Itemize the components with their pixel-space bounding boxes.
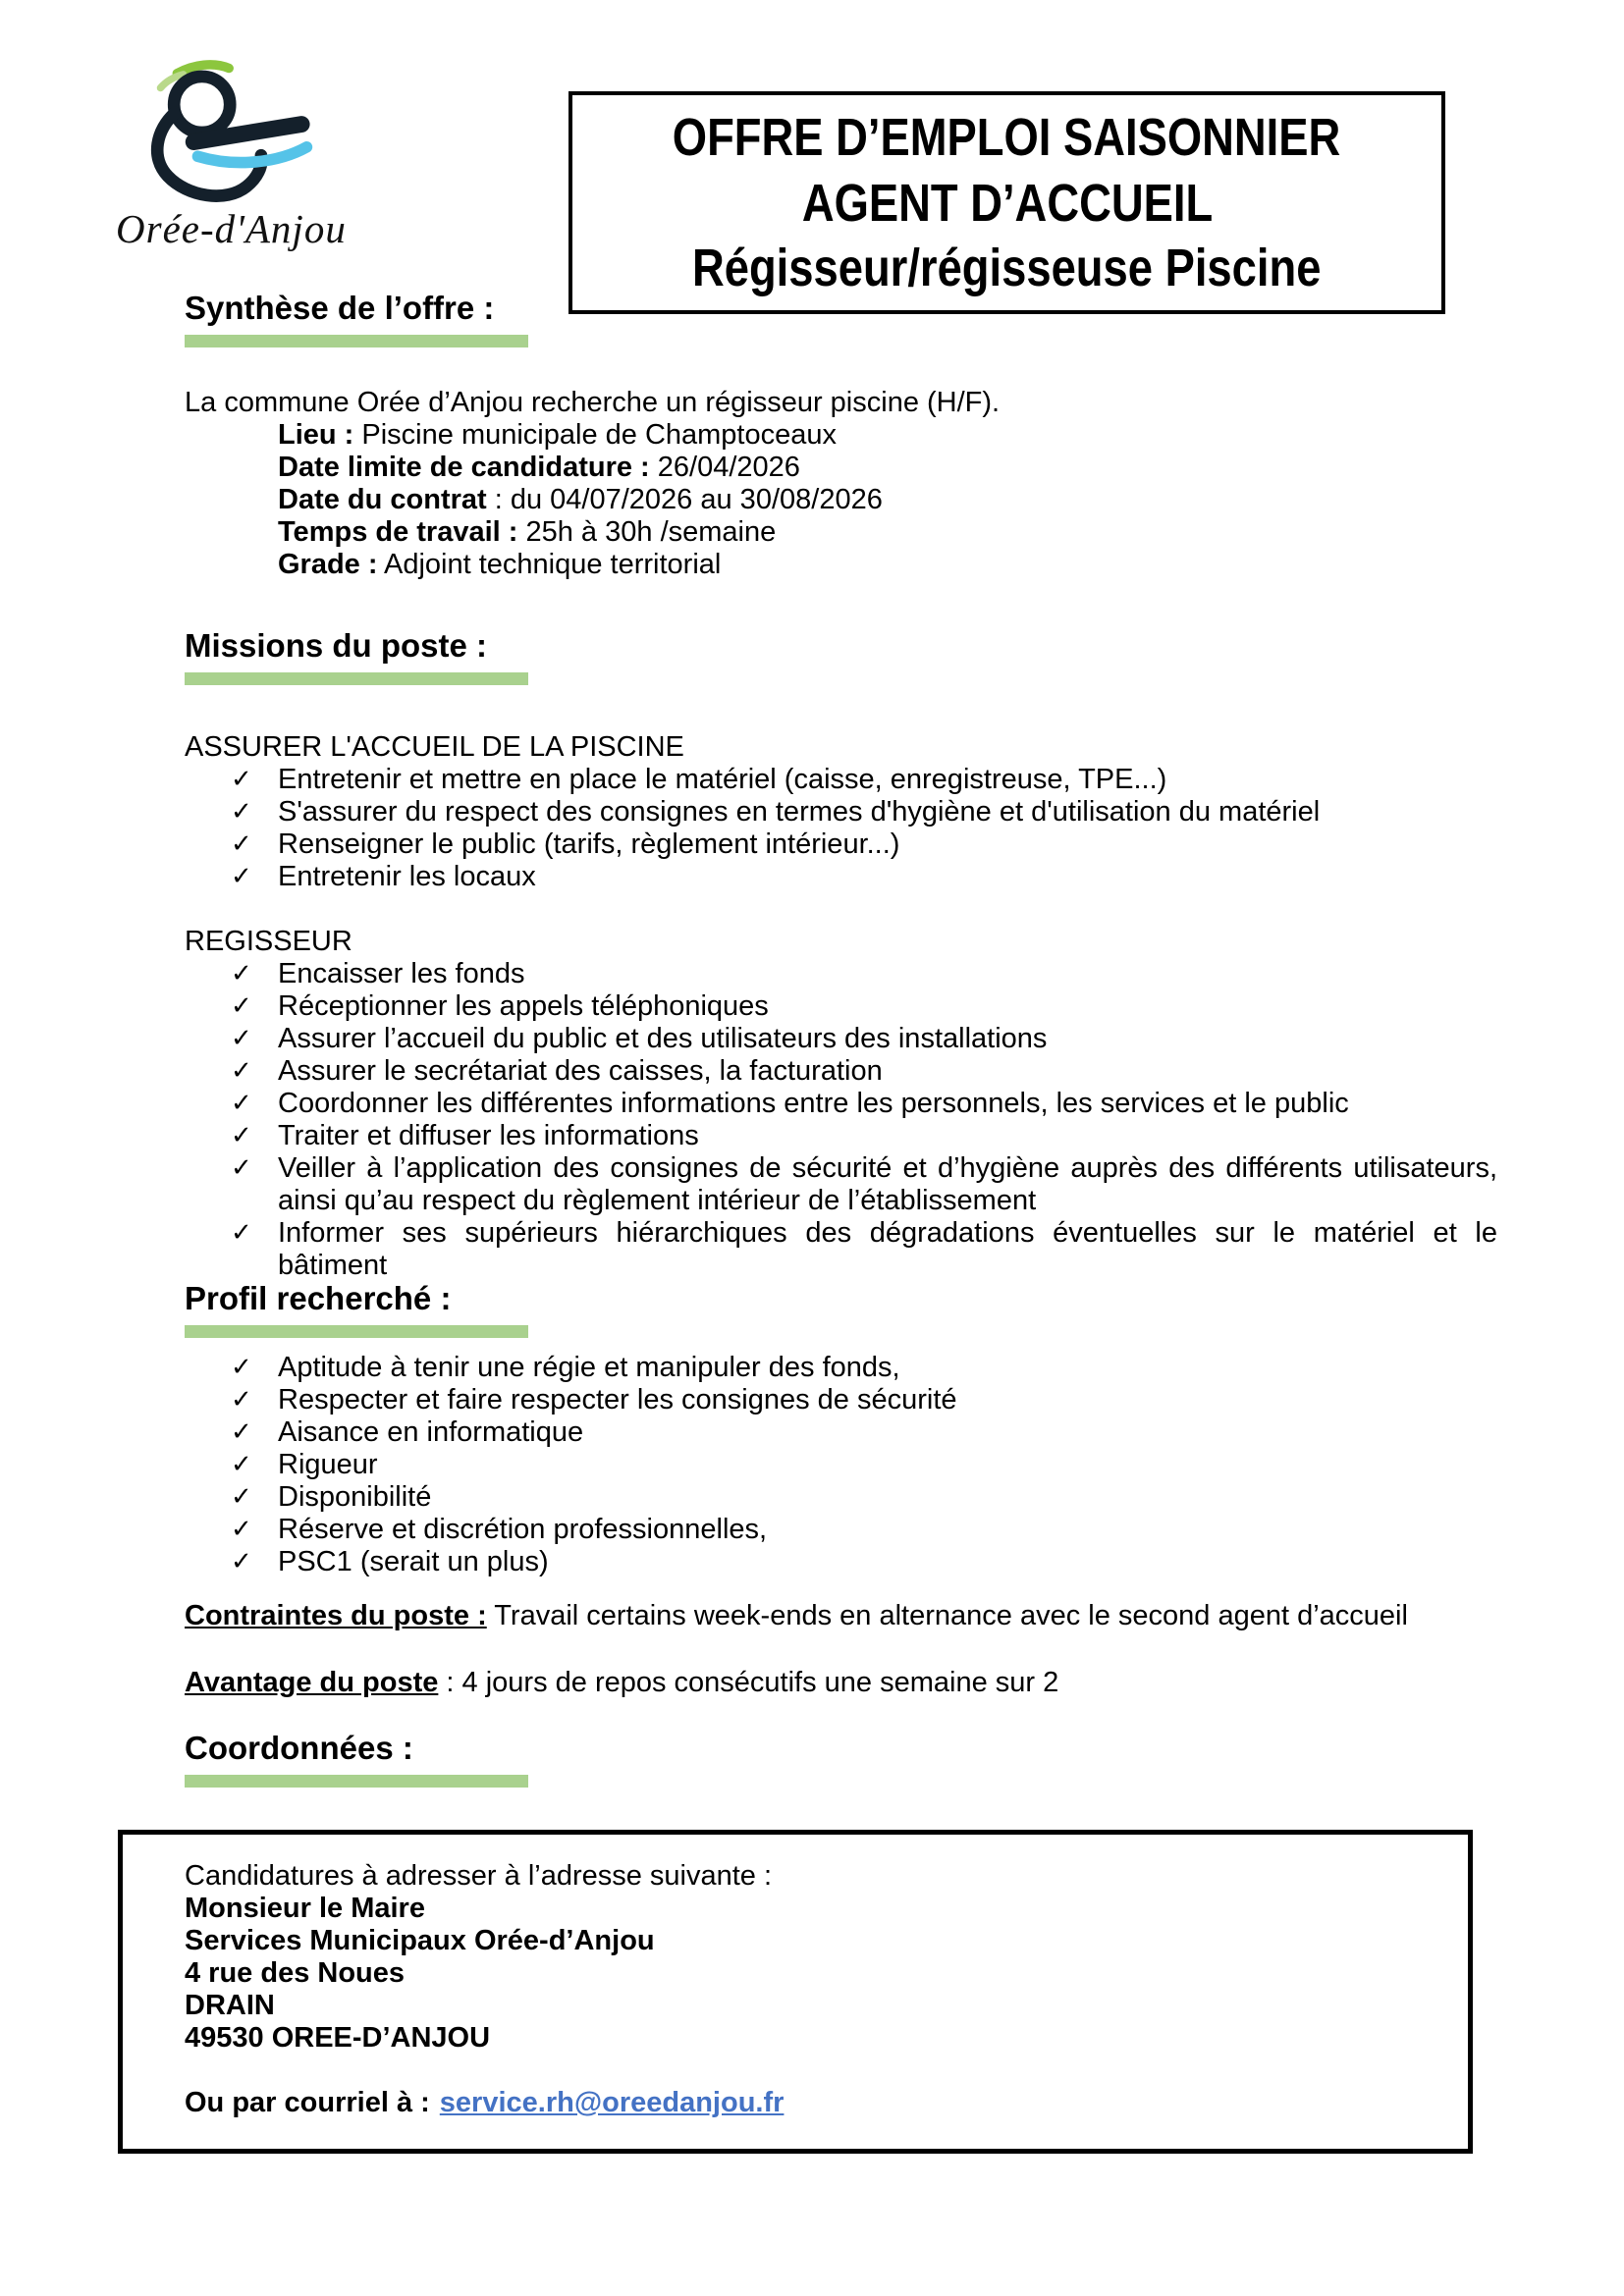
field-grade	[185, 549, 1497, 581]
list-item	[185, 958, 1497, 990]
field-value: 26/04/2026	[649, 452, 800, 483]
field-label: Grade :	[278, 549, 378, 580]
address-line: DRAIN	[185, 1990, 275, 2021]
list-item-text: Aisance en informatique	[278, 1416, 584, 1448]
check-icon: ✓	[231, 1089, 252, 1118]
section-heading-synthese: Synthèse de l’offre :	[185, 290, 495, 326]
profil-list	[185, 1352, 1497, 1578]
section-synthese	[185, 291, 1497, 581]
title-line-2: AGENT D’ACCUEIL	[801, 173, 1213, 233]
avantage-label: Avantage du poste	[185, 1667, 439, 1698]
section-missions	[185, 628, 1497, 1282]
list-item	[185, 1120, 1497, 1152]
address-line: Services Municipaux Orée-d’Anjou	[185, 1925, 655, 1956]
list-item-text: Assurer l’accueil du public et des utilisateurs des installations	[278, 1023, 1048, 1054]
avantage-line	[185, 1667, 1497, 1699]
list-item	[185, 1449, 1497, 1481]
synthese-intro: La commune Orée d’Anjou recherche un régisseur piscine (H/F).	[185, 387, 1001, 418]
check-icon: ✓	[231, 1153, 252, 1183]
field-date-limite	[185, 452, 1497, 484]
list-item-text: Veiller à l’application des consignes de sécurité et d’hygiène auprès des différents utilisateurs, ainsi qu’au respect du règlement intérieur de l’établissement	[278, 1152, 1497, 1216]
avantage-text: : 4 jours de repos consécutifs une semaine sur 2	[438, 1667, 1059, 1698]
list-item	[185, 796, 1497, 828]
section-coordonnees	[185, 1731, 1497, 1788]
heading-underline-bar	[185, 1325, 528, 1338]
check-icon: ✓	[231, 797, 252, 827]
field-date-contrat	[185, 484, 1497, 516]
field-value: : du 04/07/2026 au 30/08/2026	[486, 484, 883, 515]
contraintes-line	[185, 1600, 1497, 1632]
list-item	[185, 1152, 1497, 1217]
address-line: 49530 OREE-D’ANJOU	[185, 2022, 491, 2054]
field-value: 25h à 30h /semaine	[517, 516, 777, 548]
address-line: Monsieur le Maire	[185, 1893, 425, 1924]
logo	[116, 59, 347, 251]
list-item-text: Traiter et diffuser les informations	[278, 1120, 699, 1151]
list-item-text: Coordonner les différentes informations entre les personnels, les services et le public	[278, 1088, 1349, 1119]
check-icon: ✓	[231, 1417, 252, 1447]
field-value: Piscine municipale de Champtoceaux	[353, 419, 837, 451]
list-item	[185, 1217, 1497, 1282]
contact-intro: Candidatures à adresser à l’adresse suivante :	[185, 1860, 773, 1892]
oree-danjou-logo-icon	[137, 59, 314, 206]
contact-box	[118, 1830, 1473, 2154]
list-item	[185, 861, 1497, 893]
list-item-text: PSC1 (serait un plus)	[278, 1546, 549, 1577]
field-label: Lieu :	[278, 419, 354, 451]
list-item-text: S'assurer du respect des consignes en termes d'hygiène et d'utilisation du matériel	[278, 796, 1321, 828]
section-heading-missions: Missions du poste :	[185, 627, 488, 664]
section-profil	[185, 1281, 1497, 1578]
field-temps-travail	[185, 516, 1497, 549]
heading-underline-bar	[185, 672, 528, 685]
check-icon: ✓	[231, 1121, 252, 1150]
section-heading-profil: Profil recherché :	[185, 1280, 452, 1316]
list-item-text: Disponibilité	[278, 1481, 432, 1513]
check-icon: ✓	[231, 991, 252, 1021]
missions-group-title-regisseur: REGISSEUR	[185, 926, 352, 957]
check-icon: ✓	[231, 1515, 252, 1544]
list-item-text: Entretenir et mettre en place le matériel (caisse, enregistreuse, TPE...)	[278, 764, 1167, 795]
check-icon: ✓	[231, 1482, 252, 1512]
check-icon: ✓	[231, 959, 252, 988]
check-icon: ✓	[231, 1218, 252, 1248]
logo-wordmark: Orée-d'Anjou	[116, 206, 347, 251]
check-icon: ✓	[231, 765, 252, 794]
check-icon: ✓	[231, 1450, 252, 1479]
email-label: Ou par courriel à :	[185, 2087, 430, 2118]
title-line-3: Régisseur/régisseuse Piscine	[692, 238, 1322, 297]
list-item	[185, 1352, 1497, 1384]
list-item-text: Respecter et faire respecter les consignes de sécurité	[278, 1384, 957, 1415]
list-item-text: Renseigner le public (tarifs, règlement intérieur...)	[278, 828, 900, 860]
list-item-text: Réserve et discrétion professionnelles,	[278, 1514, 768, 1545]
list-item	[185, 1416, 1497, 1449]
list-item-text: Encaisser les fonds	[278, 958, 525, 989]
list-item	[185, 1546, 1497, 1578]
list-item	[185, 1023, 1497, 1055]
list-item-text: Assurer le secrétariat des caisses, la facturation	[278, 1055, 883, 1087]
list-item-text: Entretenir les locaux	[278, 861, 536, 892]
check-icon: ✓	[231, 1547, 252, 1576]
field-label: Date du contrat	[278, 484, 487, 515]
list-item	[185, 1481, 1497, 1514]
check-icon: ✓	[231, 862, 252, 891]
list-item	[185, 828, 1497, 861]
list-item-text: Rigueur	[278, 1449, 378, 1480]
missions-group-title-accueil: ASSURER L'ACCUEIL DE LA PISCINE	[185, 731, 684, 763]
title-box	[568, 91, 1445, 314]
field-label: Temps de travail :	[278, 516, 518, 548]
list-item	[185, 1384, 1497, 1416]
contraintes-label: Contraintes du poste :	[185, 1600, 487, 1631]
check-icon: ✓	[231, 1353, 252, 1382]
list-item	[185, 1088, 1497, 1120]
check-icon: ✓	[231, 1024, 252, 1053]
check-icon: ✓	[231, 829, 252, 859]
check-icon: ✓	[231, 1056, 252, 1086]
spacer-line	[185, 2055, 1429, 2087]
email-link[interactable]: service.rh@oreedanjou.fr	[439, 2087, 785, 2118]
list-item-text: Aptitude à tenir une régie et manipuler des fonds,	[278, 1352, 900, 1383]
heading-underline-bar	[185, 335, 528, 347]
list-item-text: Informer ses supérieurs hiérarchiques des dégradations éventuelles sur le matériel et le bâtiment	[278, 1217, 1497, 1281]
title-line-1: OFFRE D’EMPLOI SAISONNIER	[673, 108, 1341, 168]
address-line: 4 rue des Noues	[185, 1957, 406, 1989]
email-line	[185, 2087, 1429, 2119]
list-item-text: Réceptionner les appels téléphoniques	[278, 990, 769, 1022]
list-item	[185, 764, 1497, 796]
field-lieu	[185, 419, 1497, 452]
section-heading-coordonnees: Coordonnées :	[185, 1730, 413, 1766]
list-item	[185, 1055, 1497, 1088]
check-icon: ✓	[231, 1385, 252, 1415]
field-value: Adjoint technique territorial	[377, 549, 722, 580]
contraintes-text: Travail certains week-ends en alternance avec le second agent d’accueil	[486, 1600, 1408, 1631]
heading-underline-bar	[185, 1775, 528, 1788]
field-label: Date limite de candidature :	[278, 452, 650, 483]
list-item	[185, 1514, 1497, 1546]
list-item	[185, 990, 1497, 1023]
